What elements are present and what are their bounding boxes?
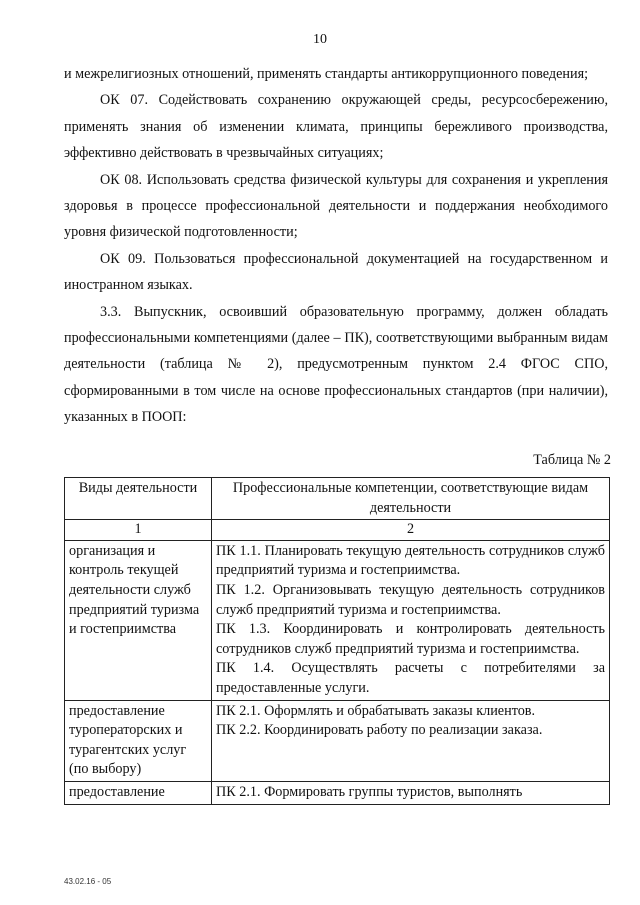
competencies-cell [212, 540, 610, 700]
table-row [65, 540, 610, 700]
table-number-row [65, 520, 610, 541]
column-number-1: 1 [65, 520, 212, 541]
activity-cell: организация и контроль текущей деятельности служб предприятий туризма и гостеприимства [65, 540, 212, 700]
table-row [65, 781, 610, 804]
column-number-2: 2 [212, 520, 610, 541]
table-header-row [65, 478, 610, 520]
competency-item: ПК 1.3. Координировать и контролировать деятельность сотрудников служб предприятий туризма и гостеприимства. [216, 621, 605, 657]
page-number: 10 [313, 32, 327, 47]
competency-item: ПК 1.1. Планировать текущую деятельность сотрудников служб предприятий туризма и гостеприимства. [216, 542, 605, 579]
paragraph-ok07: ОК 07. Содействовать сохранению окружающей среды, ресурсосбережению, применять знания об изменении климата, принципы бережливого производства, эффективно действовать в чрезвычайных ситуациях; [64, 92, 608, 162]
paragraph-continuation: и межрелигиозных отношений, применять стандарты антикоррупционного поведения; [64, 66, 589, 82]
table-caption: Таблица № 2 [533, 452, 611, 468]
table-row [65, 700, 610, 781]
header-activities: Виды деятельности [65, 478, 212, 520]
competency-item: ПК 2.2. Координировать работу по реализации заказа. [216, 722, 543, 739]
activity-cell: предоставление [65, 781, 212, 804]
competencies-cell [212, 700, 610, 781]
paragraph-ok08: ОК 08. Использовать средства физической культуры для сохранения и укрепления здоровья в процессе профессиональной деятельности и поддержания необходимого уровня физической подготовленности; [64, 171, 608, 241]
competency-item: ПК 1.2. Организовывать текущую деятельность сотрудников служб предприятий туризма и гостеприимства. [216, 581, 605, 618]
competency-item: ПК 2.1. Формировать группы туристов, выполнять [216, 783, 523, 800]
competencies-table [64, 477, 610, 805]
competencies-cell [212, 781, 610, 804]
footer-code: 43.02.16 - 05 [64, 877, 112, 886]
body-text [64, 61, 608, 431]
activity-cell: предоставление туроператорских и турагентских услуг (по выбору) [65, 700, 212, 781]
paragraph-ok09: ОК 09. Пользоваться профессиональной документацией на государственном и иностранном языках. [64, 250, 608, 294]
competency-item: ПК 2.1. Оформлять и обрабатывать заказы клиентов. [216, 702, 536, 719]
competency-item: ПК 1.4. Осуществлять расчеты с потребителями за предоставленные услуги. [216, 660, 605, 696]
header-competencies: Профессиональные компетенции, соответствующие видам деятельности [212, 478, 610, 520]
paragraph-3-3: 3.3. Выпускник, освоивший образовательную программу, должен обладать профессиональными компетенциями (далее – ПК), соответствующими выбранным видам деятельности (таблица № 2), предусмотренным пунктом 2.4 ФГОС СПО, сформированными в том числе на основе профессиональных стандартов (при наличии), указанных в ПООП: [64, 303, 608, 426]
